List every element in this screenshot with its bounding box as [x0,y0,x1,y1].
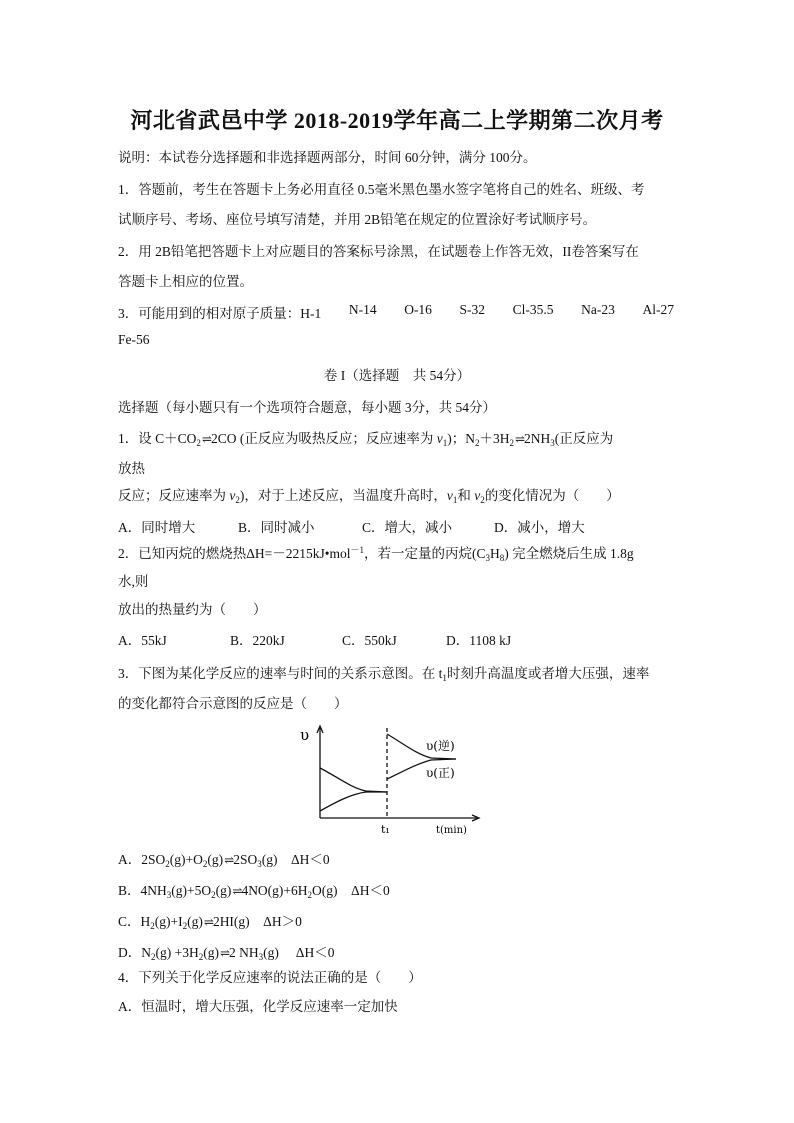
q1-option-b[interactable]: B．同时减小 [238,520,315,535]
equilibrium-arrow-icon: ⇌ [223,853,234,867]
mass-item: Cl-35.5 [512,302,554,317]
q4-option-a[interactable]: A．恒温时，增大压强，化学反应速率一定加快 [118,999,398,1014]
q2-options [118,629,511,649]
reverse-rate-curve-before [320,768,387,792]
equilibrium-arrow-icon: ⇌ [202,915,213,929]
q1-options [118,516,585,536]
mass-item: Na-23 [581,302,615,317]
mass-item: O-16 [404,302,432,317]
mass-item: N-14 [348,302,377,317]
q2-option-a[interactable]: A．55kJ [118,633,167,648]
t1-label: t₁ [381,823,390,836]
q1-option-d[interactable]: D．减小，增大 [494,520,585,535]
mass-item: S-32 [459,302,486,317]
q4-stem: 4．下列关于化学反应速率的说法正确的是（ ） [118,970,422,985]
q2-option-d[interactable]: D．1108 kJ [446,633,512,648]
note-2-cont: 答题卡上相应的位置。 [118,274,253,289]
q1-line-1: 1．设 $C+CO_2$ ⇌ 2CO (正反应为吸热反应；反应速率为 $v_1$)；$N_2+3H_2$ ⇌ $2NH_3$(正反应为 [118,431,614,448]
section-heading: 卷 I（选择题 共 54分） [323,368,471,383]
note-1-cont: 试顺序号、考场、座位号填写清楚，并用 2B铅笔在规定的位置涂好考试顺序号。 [118,212,597,227]
q3-option-c[interactable]: C．$H_2(g)+I_2(g)$ ⇌ 2HI(g) ΔH＞0 [118,914,302,931]
equilibrium-arrow-icon: ⇌ [231,884,242,898]
x-axis-label: t(min) [436,825,467,836]
mass-last: Fe-56 [118,332,150,347]
forward-rate-curve-before [320,792,387,811]
page-title: 河北省武邑中学 2018-2019学年高二上学期第二次月考 [130,108,664,133]
q1-option-a[interactable]: A．同时增大 [118,520,196,535]
intro-text: 说明：本试卷分选择题和非选择题两部分，时间 60分钟，满分 100分。 [118,150,537,165]
y-axis-label: υ [300,726,310,744]
mass-item: Al-27 [642,302,674,317]
rate-time-graph [296,720,486,838]
note-2: 2．用 2B铅笔把答题卡上对应题目的答案标号涂黑，在试题卷上作答无效，II卷答案写在 [118,244,639,259]
atomic-masses [118,302,674,322]
equilibrium-arrow-icon: ⇌ [218,946,230,960]
masses-label: 3．可能用到的相对原子质量：H-1 [118,306,322,321]
q2-option-c[interactable]: C．550kJ [342,633,397,648]
reverse-rate-label: υ(逆) [426,739,455,753]
q1-line-2: 放热 [118,461,145,476]
q1-line-3: 反应；反应速率为 $v_2$)，对于上述反应，当温度升高时，$v_1$和 $v_2$的变化情况为（ ） [118,488,620,505]
equilibrium-arrow-icon: ⇌ [200,432,211,446]
q3-line-2: 的变化都符合示意图的反应是（ ） [118,696,348,711]
q3-option-a[interactable]: A．$2SO_2(g)+O_2(g)$ ⇌ $2SO_3(g)$ ΔH＜0 [118,852,330,869]
instructions: 选择题（每小题只有一个选项符合题意，每小题 3分，共 54分） [118,400,496,415]
q2-option-b[interactable]: B．220kJ [230,633,285,648]
note-1: 1．答题前，考生在答题卡上务必用直径 0.5毫米黑色墨水签字笔将自己的姓名、班级、考 [118,182,645,197]
q3-option-d[interactable]: D．$N_2(g) +3H_2(g)$ ⇌ 2 $NH_3(g)$ ΔH＜0 [118,945,335,962]
equilibrium-arrow-icon: ⇌ [513,432,525,446]
q2-line-1: 2．已知丙烷的燃烧热ΔH=－2215kJ•mol$^{-1}$，若一定量的丙烷$(C_3H_8)$ 完全燃烧后生成 1.8g [118,545,634,563]
q3-line-1: 3．下图为某化学反应的速率与时间的关系示意图。在 $t_1$时刻升高温度或者增大压强，速率 [118,666,650,683]
q2-line-3: 放出的热量约为（ ） [118,602,267,617]
q2-line-2: 水,则 [118,574,149,589]
q3-option-b[interactable]: B．$4NH_3(g)+5O_2(g)$ ⇌ $4NO(g)+6H_2O(g)$ ΔH＜0 [118,883,390,900]
forward-rate-label: υ(正) [426,766,455,780]
q1-option-c[interactable]: C．增大，减小 [362,520,453,535]
